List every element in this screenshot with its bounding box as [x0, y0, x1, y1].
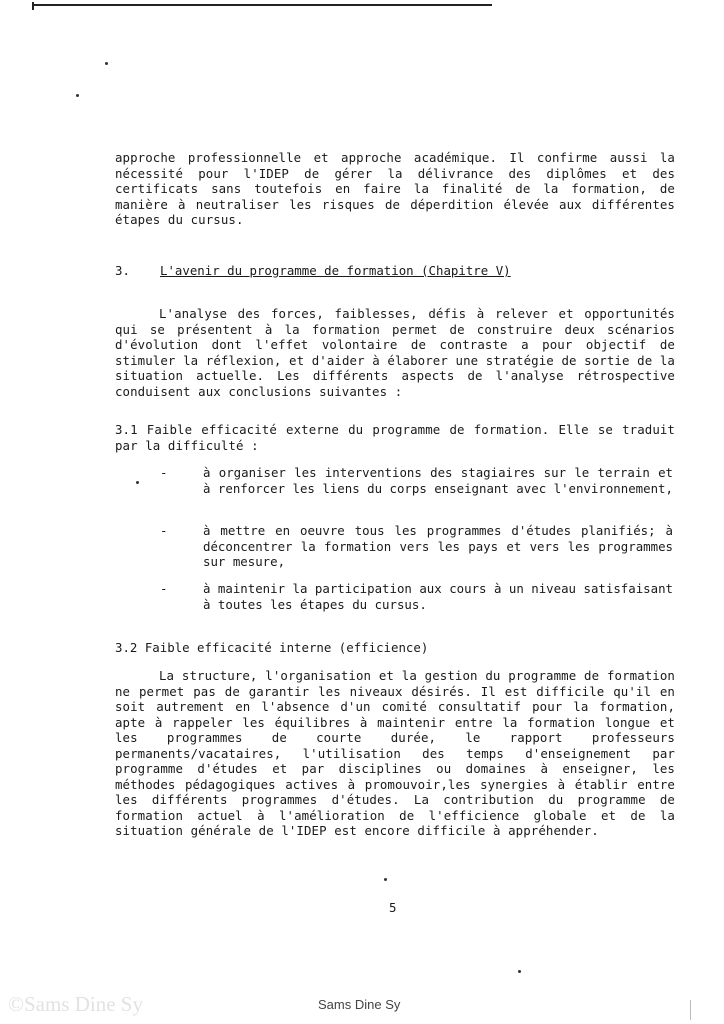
section-3-heading: [115, 263, 511, 278]
section-3-number: 3.: [115, 263, 130, 278]
scan-speck: [105, 62, 108, 65]
top-border-line: [32, 4, 492, 6]
watermark: ©Sams Dine Sy: [8, 992, 143, 1016]
footer-author: Sams Dine Sy: [318, 997, 401, 1012]
scan-speck: [136, 481, 139, 484]
bullet-item: à mettre en oeuvre tous les programmes d'études planifiés; à déconcentrer la formation vers les pays et vers les programmes sur mesure,: [203, 523, 673, 569]
section-3-2-paragraph: La structure, l'organisation et la gestion du programme de formation ne permet pas de garantir les niveaux désirés. Il est difficile qu'il en soit autrement en l'absence d'un comité consultatif pour la formation, apte à rappeler les équilibres à maintenir entre la formation longue et les programmes de courte durée, le rapport professeurs permanents/vacataires, l'utilisation des temps d'enseignement par programme d'études et par disciplines ou domaines à enseigner, les méthodes pédagogiques actives à promouvoir,les synergies à établir entre les différents programmes d'études. La contribution du programme de formation actuel à l'amélioration de l'efficience globale et de la situation générale de l'IDEP est encore difficile à appréhender.: [115, 668, 675, 838]
scan-speck: [384, 878, 387, 881]
intro-paragraph: approche professionnelle et approche académique. Il confirme aussi la nécessité pour l'IDEP de gérer la délivrance des diplômes et des certificats sans toutefois en faire la finalité de la formation, de manière à neutraliser les risques de déperdition élevée aux différentes étapes du cursus.: [115, 150, 675, 227]
scan-speck: [76, 94, 79, 97]
top-corner-mark: [32, 2, 34, 10]
bullet-item: à maintenir la participation aux cours à un niveau satisfaisant à toutes les étapes du cursus.: [203, 581, 673, 612]
section-3-2-heading: 3.2 Faible efficacité interne (efficience): [115, 640, 429, 655]
page-number: 5: [389, 900, 397, 915]
scan-speck: [518, 970, 521, 973]
section-3-title: L'avenir du programme de formation (Chapitre V): [160, 263, 511, 278]
bullet-dash: -: [160, 581, 168, 596]
section-3-1-heading: 3.1 Faible efficacité externe du programme de formation. Elle se traduit par la difficulté :: [115, 422, 675, 453]
scan-edge-line: [690, 1000, 691, 1020]
section-3-paragraph: L'analyse des forces, faiblesses, défis à relever et opportunités qui se présentent à la formation permet de construire deux scénarios d'évolution dont l'effet volontaire de contraste a pour objectif de stimuler la réflexion, et d'aider à élaborer une stratégie de sortie de la situation actuelle. Les différents aspects de l'analyse rétrospective conduisent aux conclusions suivantes :: [115, 306, 675, 399]
bullet-item: à organiser les interventions des stagiaires sur le terrain et à renforcer les liens du corps enseignant avec l'environnement,: [203, 465, 673, 496]
bullet-dash: -: [160, 523, 168, 538]
bullet-dash: -: [160, 465, 168, 480]
